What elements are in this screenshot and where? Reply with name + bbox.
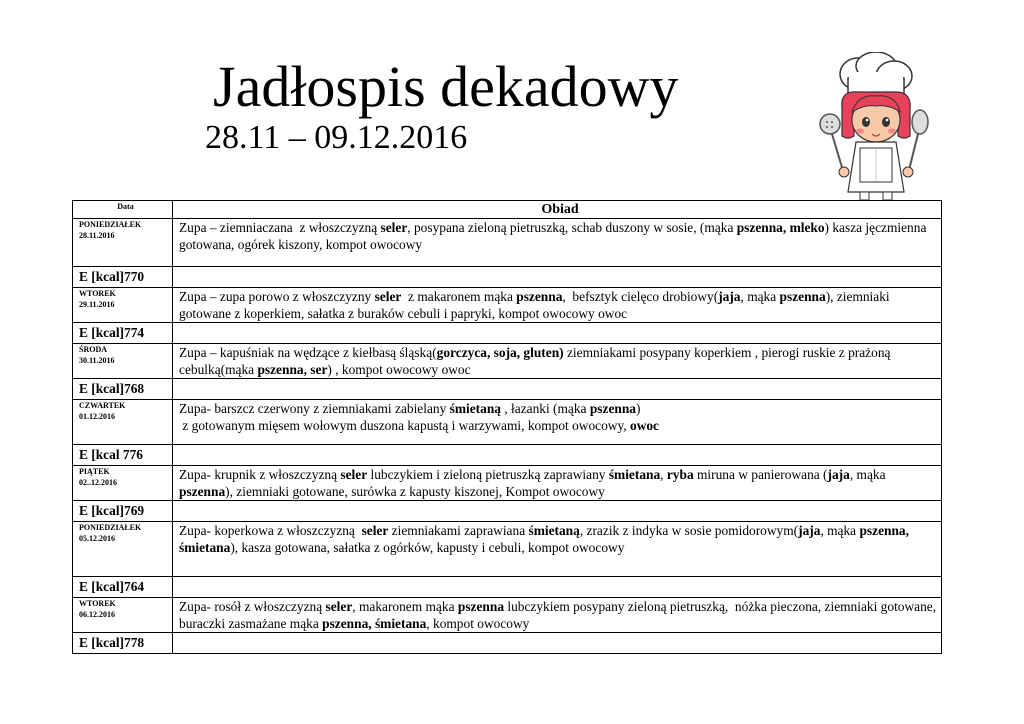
dish-text: Zupa – kapuśniak na wędzące z kiełbasą śląską( xyxy=(179,345,437,360)
kcal-blank-cell xyxy=(173,501,942,522)
day-name: CZWARTEK xyxy=(79,401,126,410)
allergen-text: pszenna xyxy=(457,599,505,614)
table-header-row xyxy=(73,201,942,219)
dish-text: Zupa – zupa porowo z włoszczyzny xyxy=(179,289,375,304)
dish-cell xyxy=(173,219,942,267)
kcal-row xyxy=(73,577,942,598)
dish-text: Zupa- krupnik z włoszczyzną xyxy=(179,467,341,482)
allergen-text: pszenna xyxy=(589,401,636,416)
header-date: Data xyxy=(73,201,173,219)
allergen-text: jaja xyxy=(827,467,850,482)
table-row xyxy=(73,288,942,323)
kcal-value: E [kcal]769 xyxy=(73,501,173,522)
day-cell xyxy=(73,400,173,445)
allergen-text: pszenna xyxy=(516,289,563,304)
kcal-row xyxy=(73,267,942,288)
dish-cell xyxy=(173,466,942,501)
allergen-text: pszenna xyxy=(179,484,226,499)
day-date: 28.11.2016 xyxy=(79,231,115,240)
allergen-text: pszenna, śmietana xyxy=(179,523,913,555)
kcal-row xyxy=(73,379,942,400)
dish-text: ziemniakami zaprawiana xyxy=(388,523,529,538)
day-name: WTOREK xyxy=(79,599,116,608)
day-date: 05.12.2016 xyxy=(79,534,115,543)
dish-text: , befsztyk cielęco drobiowy( xyxy=(562,289,719,304)
dish-text: , kompot owocowy xyxy=(426,616,530,631)
day-date: 29.11.2016 xyxy=(79,300,115,309)
allergen-text: pszenna, śmietana xyxy=(322,616,427,631)
dish-text: lubczykiem i zieloną pietruszką zaprawiany xyxy=(367,467,609,482)
allergen-text: ryba xyxy=(666,467,694,482)
dish-text: lubczykiem posypany zieloną pietruszką, nóżka pieczona, ziemniaki gotowane, buraczki zasmażane mąka xyxy=(179,599,940,631)
dish-text: ), kasza gotowana, sałatka z ogórków, kapusty i cebuli, kompot owocowy xyxy=(230,540,625,555)
day-cell xyxy=(73,288,173,323)
date-range: 28.11 – 09.12.2016 xyxy=(205,119,468,156)
day-name: PIĄTEK xyxy=(79,467,110,476)
kcal-row xyxy=(73,323,942,344)
dish-cell xyxy=(173,522,942,577)
kcal-value: E [kcal]778 xyxy=(73,633,173,654)
allergen-text: owoc xyxy=(630,418,660,433)
dish-text: miruna w panierowana ( xyxy=(693,467,828,482)
day-name: PONIEDZIAŁEK xyxy=(79,220,142,229)
allergen-text: pszenna, mleko xyxy=(736,220,825,235)
day-cell xyxy=(73,219,173,267)
dish-cell xyxy=(173,288,942,323)
day-cell xyxy=(73,344,173,379)
allergen-text: pszenna xyxy=(779,289,826,304)
allergen-text: pszenna, ser xyxy=(257,362,328,377)
dish-text: , makaronem mąka xyxy=(352,599,458,614)
dish-cell xyxy=(173,598,942,633)
table-row xyxy=(73,598,942,633)
dish-text: , xyxy=(660,467,667,482)
dish-text: z gotowanym mięsem wołowym duszona kapustą i warzywami, kompot owocowy, xyxy=(179,418,630,433)
allergen-text: jaja xyxy=(798,523,821,538)
day-date: 02..12.2016 xyxy=(79,478,117,487)
dish-cell xyxy=(173,400,942,445)
kcal-row xyxy=(73,633,942,654)
day-name: ŚRODA xyxy=(79,345,108,354)
kcal-row xyxy=(73,445,942,466)
table-row xyxy=(73,219,942,267)
allergen-text: śmietana xyxy=(608,467,661,482)
kcal-blank-cell xyxy=(173,267,942,288)
allergen-text: śmietaną xyxy=(449,401,501,416)
dish-text: ), ziemniaki gotowane, surówka z kapusty kiszonej, Kompot owocowy xyxy=(225,484,605,499)
kcal-value: E [kcal 776 xyxy=(73,445,173,466)
kcal-blank-cell xyxy=(173,445,942,466)
kcal-blank-cell xyxy=(173,577,942,598)
dish-text: Zupa- barszcz czerwony z ziemniakami zabielany xyxy=(179,401,450,416)
page-title: Jadłospis dekadowy xyxy=(213,54,679,119)
table-row xyxy=(73,344,942,379)
day-name: PONIEDZIAŁEK xyxy=(79,523,142,532)
dish-text: , posypana zieloną pietruszką, schab duszony w sosie, (mąka xyxy=(407,220,737,235)
kcal-blank-cell xyxy=(173,633,942,654)
dish-text: ) , kompot owocowy owoc xyxy=(327,362,471,377)
day-cell xyxy=(73,522,173,577)
allergen-text: seler xyxy=(340,467,368,482)
dish-text: ) kasza jęczmienna gotowana, ogórek kiszony, kompot owocowy xyxy=(179,220,930,252)
table-row xyxy=(73,522,942,577)
allergen-text: seler xyxy=(361,523,389,538)
dish-text: Zupa – ziemniaczana z włoszczyzną xyxy=(179,220,381,235)
kcal-row xyxy=(73,501,942,522)
kcal-blank-cell xyxy=(173,323,942,344)
table-row xyxy=(73,400,942,445)
chef-girl-icon xyxy=(818,52,930,202)
allergen-text: gorczyca, soja, gluten) xyxy=(436,345,564,360)
dish-text: ) xyxy=(635,401,641,416)
day-date: 30.11.2016 xyxy=(79,356,115,365)
dish-text: , mąka xyxy=(740,289,780,304)
allergen-text: seler xyxy=(374,289,402,304)
day-cell xyxy=(73,598,173,633)
menu-table xyxy=(72,200,942,654)
dish-text: , zrazik z indyka w sosie pomidorowym( xyxy=(579,523,799,538)
day-cell xyxy=(73,466,173,501)
dish-text: , łazanki (mąka xyxy=(500,401,590,416)
allergen-text: seler xyxy=(325,599,353,614)
dish-text: ziemniakami posypany koperkiem , pierogi ruskie z prażoną cebulką(mąka xyxy=(179,345,894,377)
dish-cell xyxy=(173,344,942,379)
dish-text: z makaronem mąka xyxy=(401,289,517,304)
kcal-value: E [kcal]770 xyxy=(73,267,173,288)
allergen-text: seler xyxy=(380,220,408,235)
day-date: 01.12.2016 xyxy=(79,412,115,421)
header-obiad: Obiad xyxy=(173,201,942,219)
kcal-value: E [kcal]768 xyxy=(73,379,173,400)
dish-text: Zupa- koperkowa z włoszczyzną xyxy=(179,523,362,538)
allergen-text: jaja xyxy=(718,289,741,304)
table-row xyxy=(73,466,942,501)
kcal-value: E [kcal]774 xyxy=(73,323,173,344)
dish-text: Zupa- rosół z włoszczyzną xyxy=(179,599,326,614)
dish-text: ), ziemniaki gotowane z koperkiem, sałatka z buraków cebuli i papryki, kompot owocowy owoc xyxy=(179,289,893,321)
kcal-blank-cell xyxy=(173,379,942,400)
allergen-text: śmietaną xyxy=(528,523,580,538)
dish-text: , mąka xyxy=(849,467,889,482)
day-name: WTOREK xyxy=(79,289,116,298)
day-date: 06.12.2016 xyxy=(79,610,115,619)
dish-text: , mąka xyxy=(820,523,860,538)
kcal-value: E [kcal]764 xyxy=(73,577,173,598)
